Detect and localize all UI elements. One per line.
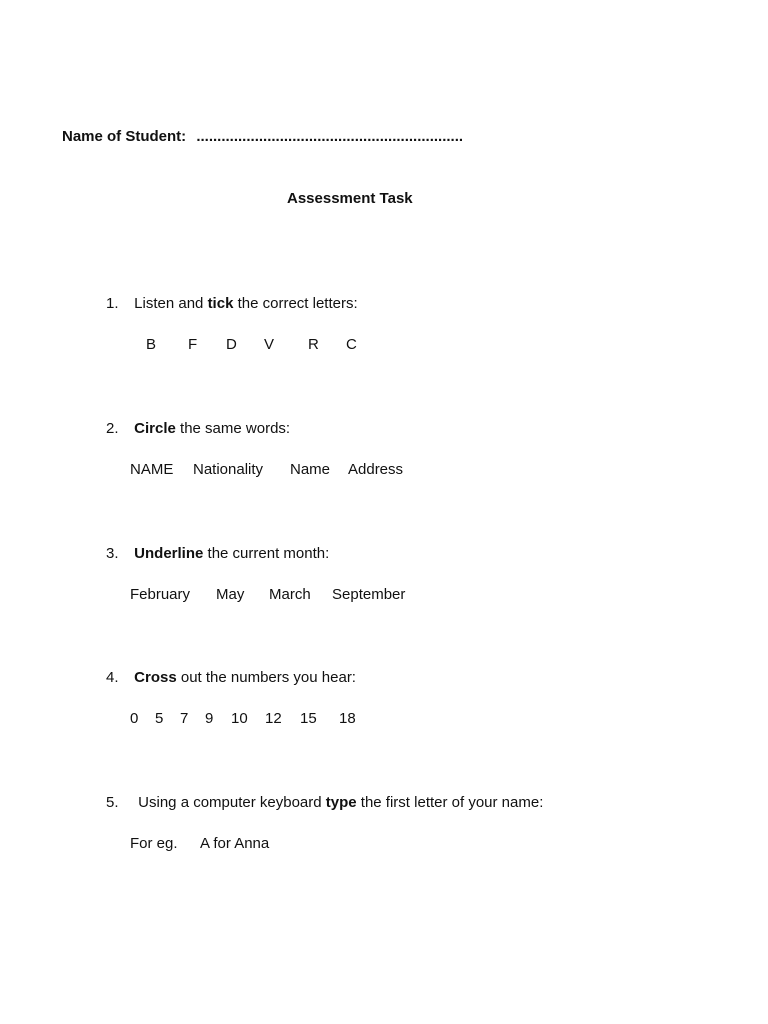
month-option[interactable]: May (216, 586, 245, 603)
number-option[interactable]: 7 (180, 710, 189, 727)
question-1 (106, 295, 358, 312)
question-keyword: Circle (134, 420, 176, 437)
student-name-label: Name of Student: (62, 128, 187, 145)
question-number: 3. (106, 545, 119, 562)
letter-option[interactable]: C (346, 336, 357, 353)
question-text-part: the current month: (203, 545, 330, 562)
word-option[interactable]: Name (290, 461, 331, 478)
question-keyword: Underline (134, 545, 204, 562)
page-title: Assessment Task (287, 190, 413, 207)
number-option[interactable]: 9 (205, 710, 214, 727)
month-option[interactable]: September (332, 586, 406, 603)
question-number: 5. (106, 794, 119, 811)
question-text-part: the same words: (175, 420, 291, 437)
student-name-blank[interactable]: ................................................................ (196, 128, 464, 145)
word-option[interactable]: Address (348, 461, 404, 478)
question-3 (106, 545, 329, 562)
letter-option[interactable]: V (264, 336, 275, 353)
word-option[interactable]: Nationality (193, 461, 264, 478)
number-option[interactable]: 5 (155, 710, 164, 727)
question-keyword: type (325, 794, 357, 811)
number-option[interactable]: 10 (231, 710, 248, 727)
letter-option[interactable]: F (188, 336, 198, 353)
number-option[interactable]: 15 (300, 710, 317, 727)
question-keyword: Cross (134, 669, 177, 686)
question-text-part: out the numbers you hear: (176, 669, 356, 686)
number-option[interactable]: 18 (339, 710, 356, 727)
number-option[interactable]: 12 (265, 710, 282, 727)
month-option[interactable]: February (130, 586, 191, 603)
student-name-line (62, 128, 463, 145)
month-option[interactable]: March (269, 586, 311, 603)
letter-option[interactable]: R (308, 336, 319, 353)
example-value: A for Anna (200, 835, 270, 852)
question-number: 4. (106, 669, 119, 686)
question-4 (106, 669, 356, 686)
question-text-part: Listen and (134, 295, 208, 312)
question-2 (106, 420, 290, 437)
question-keyword: tick (207, 295, 234, 312)
letter-option[interactable]: D (226, 336, 237, 353)
word-option[interactable]: NAME (130, 461, 174, 478)
question-number: 1. (106, 295, 119, 312)
question-text-part: the first letter of your name: (356, 794, 544, 811)
number-option[interactable]: 0 (130, 710, 139, 727)
letter-option[interactable]: B (146, 336, 157, 353)
question-text-part: Using a computer keyboard (138, 794, 326, 811)
question-5 (106, 794, 543, 811)
example-label: For eg. (130, 835, 178, 852)
question-text-part: the correct letters: (233, 295, 358, 312)
question-number: 2. (106, 420, 119, 437)
